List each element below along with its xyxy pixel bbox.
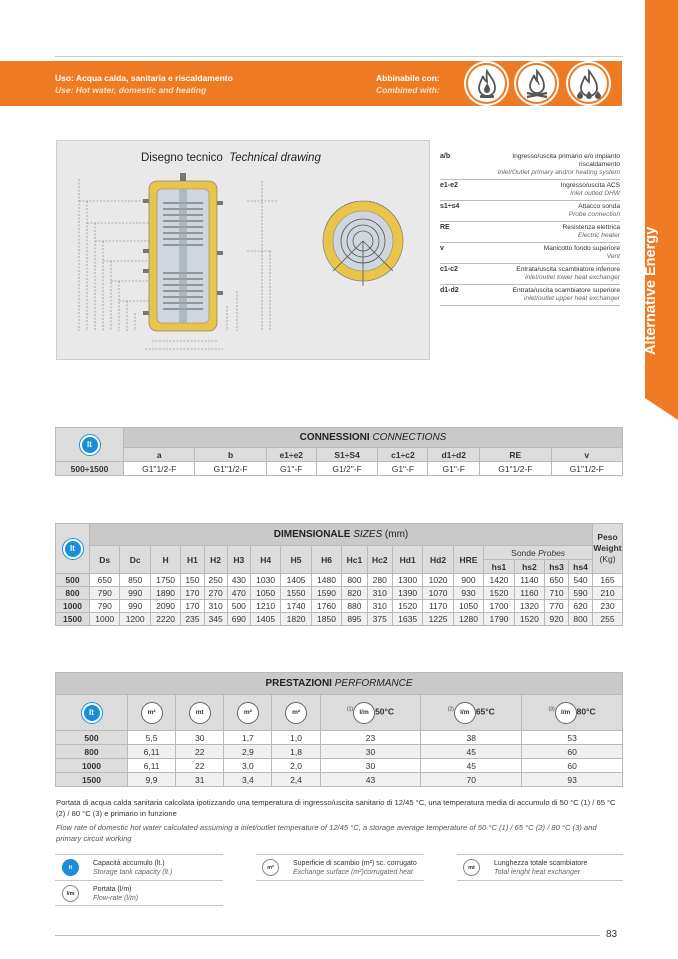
row-label: 500 xyxy=(56,574,90,587)
cell: 1210 xyxy=(250,600,280,613)
cell: 2220 xyxy=(150,613,180,626)
row-label: 1000 xyxy=(56,600,90,613)
connection-legend xyxy=(440,151,620,306)
gas-flame-icon xyxy=(466,63,507,104)
table-row xyxy=(56,462,623,476)
cell: 6,11 xyxy=(128,759,176,773)
col-header: Hc2 xyxy=(367,546,392,574)
cell: 1030 xyxy=(250,574,280,587)
cell: 620 xyxy=(569,600,593,613)
cell: 990 xyxy=(120,587,150,600)
cell: 2,4 xyxy=(272,773,320,787)
footer-rule xyxy=(55,880,223,881)
col-header: Hd1 xyxy=(392,546,422,574)
legend-en: inlet/outlet lower heat exchanger xyxy=(525,274,620,281)
capacity-icon-cell xyxy=(56,428,124,462)
cell: 93 xyxy=(522,773,623,787)
flow-rate-legend-icon: l/m xyxy=(62,885,79,902)
cell: 210 xyxy=(593,587,623,600)
note-it: Portata di acqua calda sanitaria calcolata ipotizzando una temperatura di ingresso/uscita sanitario di 12/45 °C, una temperatura media di accumulo di 50 °C (1) / 65 °C (2) / 80 °C (3) e primario in funzione xyxy=(56,798,616,818)
cell: 2,9 xyxy=(224,745,272,759)
cell: G1"1/2-F xyxy=(195,462,266,476)
table-row xyxy=(56,759,623,773)
top-rule xyxy=(55,56,623,57)
cell: 1405 xyxy=(281,574,311,587)
cell: 1300 xyxy=(392,574,422,587)
cell: 920 xyxy=(545,613,569,626)
cell: 930 xyxy=(453,587,483,600)
cell: 1160 xyxy=(514,587,544,600)
cell: G1/2"-F xyxy=(316,462,378,476)
row-label: 800 xyxy=(56,587,90,600)
footer-legend-item: Capacità accumulo (lt.) Storage tank capacity (lt.) xyxy=(93,860,173,876)
legend-en: inlet/outlet upper heat exchanger xyxy=(523,295,620,302)
col-header: c1÷c2 xyxy=(378,448,428,462)
cell: 1000 xyxy=(90,613,120,626)
footer-legend-item: Lunghezza totale scambiatore Total lenght heat exchanger xyxy=(494,860,588,876)
col-header: b xyxy=(195,448,266,462)
drawing-title: Disegno tecnico Technical drawing xyxy=(141,152,321,164)
legend-en: Probe connection xyxy=(568,211,620,218)
cell: G1"-F xyxy=(378,462,428,476)
row-label: 1000 xyxy=(56,759,128,773)
legend-row xyxy=(440,243,620,264)
cell: 1050 xyxy=(453,600,483,613)
capacity-legend-icon: lt xyxy=(62,859,79,876)
combined-en: Combined with: xyxy=(376,85,440,95)
cell: 255 xyxy=(593,613,623,626)
connections-title: CONNESSIONI CONNECTIONS xyxy=(124,428,623,448)
cell: 170 xyxy=(181,587,204,600)
side-tab-label: Alternative Energy xyxy=(643,226,659,355)
col-header: hs1 xyxy=(484,560,514,574)
legend-en: Inlet/Outlet primary and/or heating system xyxy=(497,169,620,176)
cell: 1225 xyxy=(423,613,453,626)
cell: 345 xyxy=(204,613,227,626)
technical-drawing xyxy=(56,140,430,360)
cell: 650 xyxy=(90,574,120,587)
cell: 38 xyxy=(421,731,522,745)
cell: 1550 xyxy=(281,587,311,600)
col-header: H2 xyxy=(204,546,227,574)
footer-rule xyxy=(256,880,424,881)
cell: 540 xyxy=(569,574,593,587)
footer-rule xyxy=(457,880,623,881)
cell: 1480 xyxy=(311,574,341,587)
legend-row xyxy=(440,264,620,285)
cell: 250 xyxy=(204,574,227,587)
cell: 1140 xyxy=(514,574,544,587)
cell: 1520 xyxy=(392,600,422,613)
row-label: 1500 xyxy=(56,613,90,626)
cell: G1"1/2-F xyxy=(480,462,551,476)
cell: 590 xyxy=(569,587,593,600)
legend-en: Vent xyxy=(606,253,620,260)
exchange-surface-icon: m² xyxy=(128,695,176,731)
cell: 3,0 xyxy=(224,759,272,773)
sizes-table xyxy=(55,523,623,626)
col-header: HRE xyxy=(453,546,483,574)
col-header: RE xyxy=(480,448,551,462)
performance-table xyxy=(55,672,623,787)
legend-it: Resistenza elettrica xyxy=(562,224,620,231)
capacity-icon: lt xyxy=(80,435,100,455)
legend-it: Manicotto fondo superiore xyxy=(543,245,620,252)
cell: 850 xyxy=(120,574,150,587)
row-label: 500÷1500 xyxy=(56,462,124,476)
footer-legend-item: Portata (l/m) Flow-rate (l/m) xyxy=(93,886,139,902)
table-row xyxy=(56,745,623,759)
cell: 43 xyxy=(320,773,421,787)
cell: 895 xyxy=(342,613,367,626)
cell: 165 xyxy=(593,574,623,587)
cell: 31 xyxy=(176,773,224,787)
exchange-surface-legend-icon: m² xyxy=(262,859,279,876)
table-row xyxy=(56,731,623,745)
probes-header: Sonde Probes xyxy=(484,546,593,560)
cell: 1590 xyxy=(311,587,341,600)
cell: G1"-F xyxy=(428,462,480,476)
flow-rate-80-icon: $^{(3)}$ l/m 80°C xyxy=(522,695,623,731)
cell: 820 xyxy=(342,587,367,600)
table-row xyxy=(56,600,623,613)
col-header: H xyxy=(150,546,180,574)
exchange-surface-upper-icon: m² xyxy=(272,695,320,731)
cell: 1420 xyxy=(484,574,514,587)
cell: 990 xyxy=(120,600,150,613)
cell: 5,5 xyxy=(128,731,176,745)
legend-code: s1÷s4 xyxy=(440,203,460,210)
cell: 1020 xyxy=(423,574,453,587)
legend-code: v xyxy=(440,245,444,252)
cell: 30 xyxy=(320,745,421,759)
legend-it: Ingresso/uscita primario e/o impianto riscaldamento xyxy=(512,153,620,168)
cell: 70 xyxy=(421,773,522,787)
cell: 230 xyxy=(593,600,623,613)
footer-rule xyxy=(457,854,623,855)
cell: 2,0 xyxy=(272,759,320,773)
col-header: H6 xyxy=(311,546,341,574)
col-header: H4 xyxy=(250,546,280,574)
legend-row xyxy=(440,201,620,222)
flow-rate-50-icon: $^{(1)}$ l/m 50°C xyxy=(320,695,421,731)
cell: 23 xyxy=(320,731,421,745)
cell: 1,0 xyxy=(272,731,320,745)
cell: 690 xyxy=(227,613,250,626)
legend-row xyxy=(440,285,620,306)
cell: 790 xyxy=(90,587,120,600)
cell: 500 xyxy=(227,600,250,613)
table-row xyxy=(56,613,623,626)
weight-header: Peso Weight (Kg) xyxy=(593,524,623,574)
cell: 800 xyxy=(569,613,593,626)
col-header: hs3 xyxy=(545,560,569,574)
legend-row xyxy=(440,151,620,180)
cell: 1200 xyxy=(120,613,150,626)
capacity-icon-cell xyxy=(56,695,128,731)
row-label: 500 xyxy=(56,731,128,745)
performance-title: PRESTAZIONI PERFORMANCE xyxy=(56,673,623,695)
cell: 1760 xyxy=(311,600,341,613)
col-header: H3 xyxy=(227,546,250,574)
cell: 1740 xyxy=(281,600,311,613)
note-en: Flow rate of domestic hot water calculated assuming a inlet/outlet temperature of 12/45 °C, a storage average temperature of 50 °C (1) / 65 °C (2) / 80 °C (3) and primary circuit working xyxy=(56,823,597,843)
header-band xyxy=(0,61,622,106)
footer-rule xyxy=(55,854,223,855)
cell: 22 xyxy=(176,745,224,759)
cell: 1170 xyxy=(423,600,453,613)
legend-en: Electric heater xyxy=(577,232,620,239)
legend-code: RE xyxy=(440,224,450,231)
cell: 650 xyxy=(545,574,569,587)
use-it: Uso: Acqua calda, sanitaria e riscaldamento xyxy=(55,73,233,83)
legend-code: e1-e2 xyxy=(440,182,458,189)
col-header: hs4 xyxy=(569,560,593,574)
row-label: 800 xyxy=(56,745,128,759)
cell: 9,9 xyxy=(128,773,176,787)
cell: 770 xyxy=(545,600,569,613)
col-header: Ds xyxy=(90,546,120,574)
legend-en: Inlet outled DHW xyxy=(570,190,620,197)
legend-it: Entrata/uscita scambiatore superiore xyxy=(512,287,620,294)
cell: 430 xyxy=(227,574,250,587)
cell: 1635 xyxy=(392,613,422,626)
cell: 280 xyxy=(367,574,392,587)
capacity-icon: lt xyxy=(82,703,102,723)
col-header: d1÷d2 xyxy=(428,448,480,462)
col-header: Hd2 xyxy=(423,546,453,574)
cell: 1,7 xyxy=(224,731,272,745)
cell: G1"1/2-F xyxy=(551,462,622,476)
wood-fire-icon xyxy=(516,63,557,104)
cell: 310 xyxy=(204,600,227,613)
cell: 800 xyxy=(342,574,367,587)
cell: 1405 xyxy=(250,613,280,626)
col-header: Dc xyxy=(120,546,150,574)
cell: 1390 xyxy=(392,587,422,600)
cell: 6,11 xyxy=(128,745,176,759)
sizes-title: DIMENSIONALE SIZES (mm) xyxy=(90,524,593,546)
legend-code: c1-c2 xyxy=(440,266,458,273)
legend-it: Ingresso/uscita ACS xyxy=(560,182,620,189)
cell: 1520 xyxy=(514,613,544,626)
cell: 270 xyxy=(204,587,227,600)
cell: 470 xyxy=(227,587,250,600)
cell: 1,8 xyxy=(272,745,320,759)
cell: 235 xyxy=(181,613,204,626)
cell: 3,4 xyxy=(224,773,272,787)
legend-code: a/b xyxy=(440,153,451,160)
footer-rule xyxy=(256,854,424,855)
exchanger-length-legend-icon: mt xyxy=(463,859,480,876)
cell: 900 xyxy=(453,574,483,587)
col-header: H5 xyxy=(281,546,311,574)
footer-legend-item: Superficie di scambio (m²) sc. corrugato Exchange surface (m²)corrugated heat xyxy=(293,860,417,876)
cell: 45 xyxy=(421,745,522,759)
cell: 1070 xyxy=(423,587,453,600)
cell: 2090 xyxy=(150,600,180,613)
cell: 1320 xyxy=(514,600,544,613)
row-label: 1500 xyxy=(56,773,128,787)
col-header: v xyxy=(551,448,622,462)
table-row xyxy=(56,773,623,787)
cell: 60 xyxy=(522,759,623,773)
col-header: a xyxy=(124,448,195,462)
flow-rate-65-icon: $^{(2)}$ l/m 65°C xyxy=(421,695,522,731)
cell: 1700 xyxy=(484,600,514,613)
cell: 790 xyxy=(90,600,120,613)
cell: 170 xyxy=(181,600,204,613)
col-header: Hc1 xyxy=(342,546,367,574)
cell: 1820 xyxy=(281,613,311,626)
cell: 1280 xyxy=(453,613,483,626)
cell: 1750 xyxy=(150,574,180,587)
exchanger-length-icon: mt xyxy=(176,695,224,731)
cell: G1"-F xyxy=(266,462,316,476)
cell: 30 xyxy=(320,759,421,773)
cell: 310 xyxy=(367,600,392,613)
cell: 1050 xyxy=(250,587,280,600)
combined-it: Abbinabile con: xyxy=(376,73,440,83)
side-tab-notch xyxy=(645,398,678,420)
footer-rule xyxy=(55,905,223,906)
cell: 150 xyxy=(181,574,204,587)
exchange-surface-lower-icon: m² xyxy=(224,695,272,731)
cell: 880 xyxy=(342,600,367,613)
cell: 53 xyxy=(522,731,623,745)
col-header: H1 xyxy=(181,546,204,574)
capacity-icon-cell xyxy=(56,524,90,574)
col-header: e1÷e2 xyxy=(266,448,316,462)
legend-row xyxy=(440,222,620,243)
cell: 310 xyxy=(367,587,392,600)
cell: 1790 xyxy=(484,613,514,626)
col-header: S1÷S4 xyxy=(316,448,378,462)
col-header: hs2 xyxy=(514,560,544,574)
cell: 710 xyxy=(545,587,569,600)
bottom-rule xyxy=(55,935,600,936)
legend-it: Attacco sonda xyxy=(578,203,620,210)
cell: 60 xyxy=(522,745,623,759)
table-row xyxy=(56,587,623,600)
legend-code: d1-d2 xyxy=(440,287,459,294)
cell: 1520 xyxy=(484,587,514,600)
cell: 30 xyxy=(176,731,224,745)
capacity-icon: lt xyxy=(63,539,83,559)
water-fire-icon xyxy=(568,63,609,104)
legend-row xyxy=(440,180,620,201)
cell: 22 xyxy=(176,759,224,773)
use-en: Use: Hot water, domestic and heating xyxy=(55,85,207,95)
page-number: 83 xyxy=(606,929,618,940)
cell: 45 xyxy=(421,759,522,773)
connections-table xyxy=(55,427,623,476)
cell: 1850 xyxy=(311,613,341,626)
table-row xyxy=(56,574,623,587)
cell: G1"1/2-F xyxy=(124,462,195,476)
cell: 1890 xyxy=(150,587,180,600)
cell: 375 xyxy=(367,613,392,626)
legend-it: Entrata/uscita scambiatore inferiore xyxy=(516,266,620,273)
tank-drawing-svg xyxy=(57,141,429,359)
